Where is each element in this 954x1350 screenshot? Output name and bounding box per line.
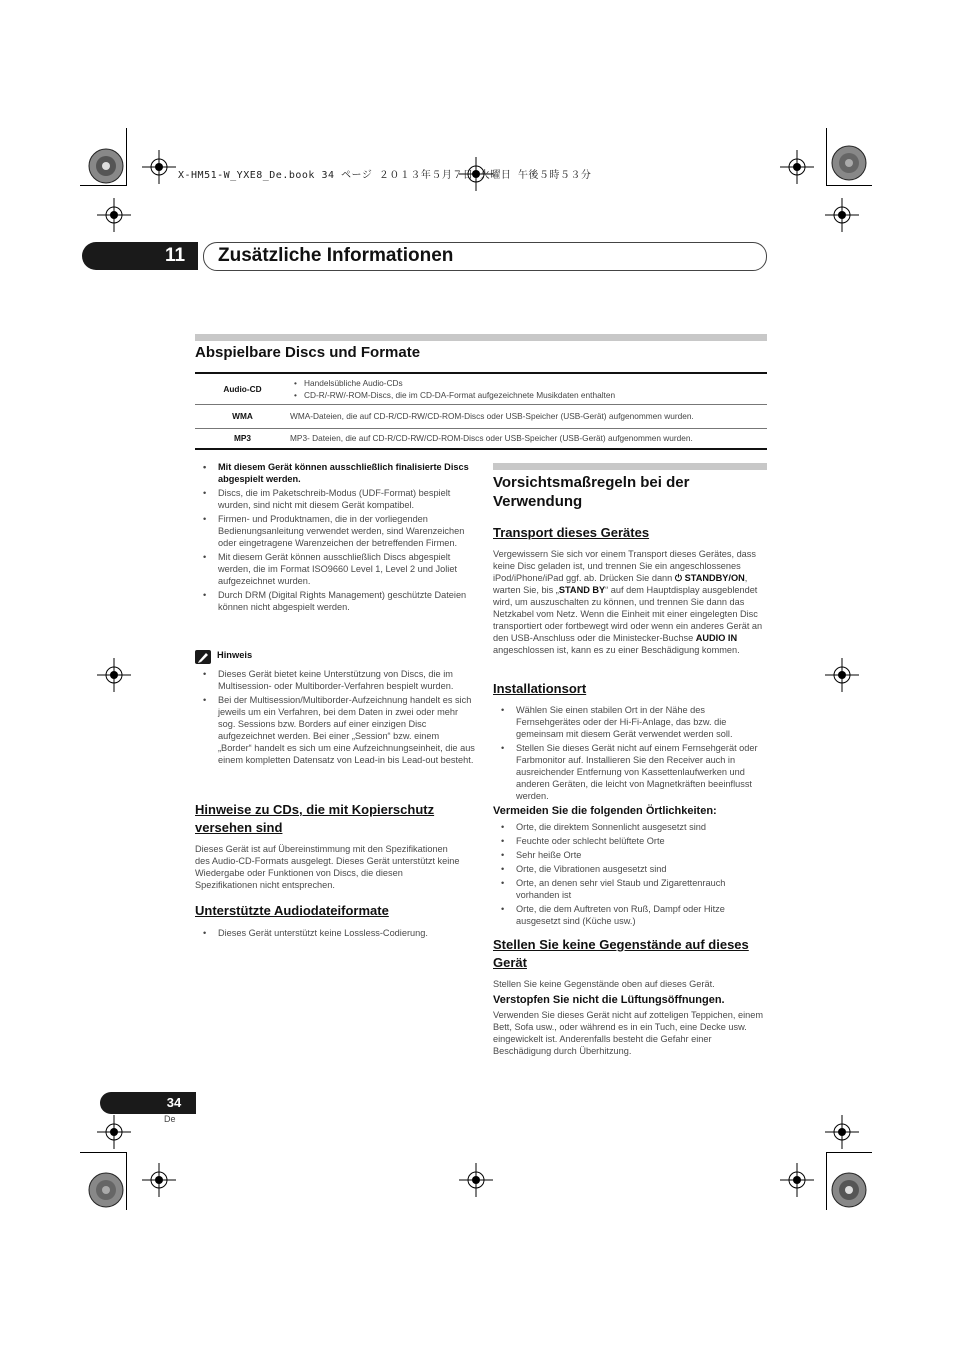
key-label: STAND BY bbox=[558, 585, 606, 595]
subheading-copy-protection: Hinweise zu CDs, die mit Kopierschutz versehen sind bbox=[195, 802, 435, 835]
table-row bbox=[195, 428, 767, 449]
list-item: • Orte, die dem Auftreten von Ruß, Dampf oder Hitze ausgesetzt sind (Küche usw.) bbox=[493, 903, 768, 927]
crop-line bbox=[126, 1152, 127, 1210]
crop-line bbox=[80, 1152, 126, 1153]
list-item: • Mit diesem Gerät können ausschließlich Discs abgespielt werden, die im Format ISO9660 Level 1, Level 2 und Joliet aufgezeichnet wurden. bbox=[195, 551, 475, 587]
text-run: angeschlossen ist, kann es zu einer Beschädigung kommen. bbox=[493, 645, 740, 655]
list-item: • Mit diesem Gerät können ausschließlich finalisierte Discs abgespielt werden. bbox=[195, 461, 475, 485]
formats-table bbox=[195, 372, 767, 450]
copy-protection-text: Dieses Gerät ist auf Übereinstimmung mit den Spezifikationen des Audio-CD-Formats ausgelegt. Dieses Gerät unterstützt keine Wiedergabe oder Funktionen von Discs, die diesen Spezifikationen nicht entsprechen. bbox=[195, 844, 460, 890]
note-icon bbox=[195, 650, 211, 664]
subheading-audio-formats: Unterstützte Audiodateiformate bbox=[195, 903, 389, 918]
vents-heading: Verstopfen Sie nicht die Lüftungsöffnungen. bbox=[493, 994, 725, 1006]
subheading-objects: Stellen Sie keine Gegenstände auf dieses Gerät bbox=[493, 937, 749, 970]
note-title: Hinweis bbox=[217, 650, 253, 660]
list-item: • Durch DRM (Digital Rights Management) geschützte Dateien können nicht abgespielt werden. bbox=[195, 589, 475, 613]
text-run: “ auf dem Hauptdisplay ausgeblendet wird, um auszuschalten zu können, und trennen Sie dann das Netzkabel vom Netz. Wenn die Einheit mit einer eingelegten Disc transportiert oder fortbewegt wird oder wenn ein anderes Gerät an den USB-Anschluss oder die Ministecker-Buchse bbox=[493, 585, 763, 643]
registration-mark-top-left bbox=[86, 146, 126, 186]
installation-bullets bbox=[493, 704, 768, 804]
power-icon: ⏻ bbox=[674, 573, 685, 583]
list-item: • Sehr heiße Orte bbox=[493, 849, 768, 861]
format-label: Audio-CD bbox=[223, 383, 262, 394]
formats-bullets bbox=[195, 461, 475, 615]
transport-text bbox=[493, 548, 768, 656]
avoid-heading: Vermeiden Sie die folgenden Örtlichkeiten: bbox=[493, 805, 717, 817]
format-description bbox=[290, 373, 767, 404]
print-header: X-HM51-W_YXE8_De.book 34 ページ ２０１３年５月７日 火曜日 午後５時５３分 bbox=[178, 170, 592, 181]
crosshair-mark bbox=[825, 1115, 859, 1149]
subheading-installation: Installationsort bbox=[493, 681, 587, 696]
list-item: • Wählen Sie einen stabilen Ort in der Nähe des Fernsehgerätes oder der Hi-Fi-Anlage, das bzw. die gemeinsam mit diesem Gerät verwendet werden soll. bbox=[493, 704, 768, 740]
note-bullets bbox=[195, 668, 475, 768]
crosshair-mark bbox=[97, 198, 131, 232]
crosshair-mark bbox=[97, 1115, 131, 1149]
crosshair-mark bbox=[780, 1163, 814, 1197]
format-label: WMA bbox=[232, 411, 253, 421]
text-run: , warten Sie, bis „ bbox=[493, 573, 748, 595]
crosshair-mark bbox=[780, 150, 814, 184]
section-bar bbox=[493, 463, 767, 470]
list-item: • Orte, die direktem Sonnenlicht ausgesetzt sind bbox=[493, 821, 768, 833]
crop-line bbox=[826, 128, 827, 186]
key-label: STANDBY/ON bbox=[684, 573, 745, 583]
audio-bullets bbox=[195, 927, 475, 941]
crosshair-mark bbox=[142, 1163, 176, 1197]
list-item: • Feuchte oder schlecht belüftete Orte bbox=[493, 835, 768, 847]
registration-mark-bottom-right bbox=[829, 1170, 869, 1210]
key-label: AUDIO IN bbox=[695, 633, 738, 643]
text-run: Vergewissern Sie sich vor einem Transport dieses Gerätes, dass keine Disc geladen ist, und trennen Sie ein angeschlossenes iPod/iPhone/iPad ggf. ab. Drücken Sie dann bbox=[493, 549, 756, 583]
list-item: • Dieses Gerät unterstützt keine Lossless-Codierung. bbox=[195, 927, 475, 939]
list-item: • Handelsübliche Audio-CDs bbox=[304, 377, 767, 389]
section-bar bbox=[195, 334, 767, 341]
avoid-bullets bbox=[493, 821, 768, 929]
crop-line bbox=[826, 1152, 872, 1153]
crop-line bbox=[826, 1152, 827, 1210]
list-item: • Stellen Sie dieses Gerät nicht auf einem Fernsehgerät oder Farbmonitor auf. Installieren Sie den Receiver auch in ausreichender Entfernung von Kassettenlaufwerken und anderen Geräten, die leicht von Magnetkräften beeinflusst werden. bbox=[493, 742, 768, 802]
section-title-precautions: Vorsichtsmaßregeln bei der Verwendung bbox=[493, 474, 690, 510]
list-item: • Firmen- und Produktnamen, die in der vorliegenden Bedienungsanleitung verwendet werden, sind Warenzeichen oder eingetragene Warenzeichen der betreffenden Firmen. bbox=[195, 513, 475, 549]
crosshair-mark bbox=[459, 1163, 493, 1197]
crosshair-mark bbox=[142, 150, 176, 184]
list-item: • Discs, die im Paketschreib-Modus (UDF-Format) bespielt wurden, sind nicht mit diesem Gerät kompatibel. bbox=[195, 487, 475, 511]
list-item: • Bei der Multisession/Multiborder-Aufzeichnung handelt es sich jeweils um ein Verfahren, bei dem Daten in zwei oder mehr sog. Sessions bzw. Borders auf einer einzigen Disc aufgezeichnet werden. Bei einer „Session“ bzw. einem „Border“ handelt es sich um eine Aufzeichnungseinheit, die aus einem kompletten Datensatz von Lead-in bis Lead-out besteht. bbox=[195, 694, 475, 766]
registration-mark-top-right bbox=[829, 143, 869, 183]
registration-mark-bottom-left bbox=[86, 1170, 126, 1210]
page-number: 34 bbox=[166, 1095, 182, 1110]
table-row bbox=[195, 404, 767, 428]
format-description: MP3- Dateien, die auf CD-R/CD-RW/CD-ROM-Discs oder USB-Speicher (USB-Gerät) aufgenommen wurden. bbox=[290, 433, 693, 444]
list-item: • Dieses Gerät bietet keine Unterstützung von Discs, die im Multisession- oder Multiborder-Verfahren bespielt wurden. bbox=[195, 668, 475, 692]
list-item: • Orte, an denen sehr viel Staub und Zigarettenrauch vorhanden ist bbox=[493, 877, 768, 901]
vents-text: Verwenden Sie dieses Gerät nicht auf zotteligen Teppichen, einem Bett, Sofa usw., oder während es in ein Tuch, eine Decke usw. eingewickelt ist. Anderenfalls besteht die Gefahr einer Beschädigung durch Überhitzung. bbox=[493, 1010, 764, 1056]
page-language: De bbox=[164, 1114, 176, 1124]
chapter-number: 11 bbox=[164, 245, 186, 266]
table-row bbox=[195, 373, 767, 404]
subheading-transport: Transport dieses Gerätes bbox=[493, 525, 650, 540]
crop-line bbox=[826, 185, 872, 186]
format-label: MP3 bbox=[233, 433, 252, 444]
crop-line bbox=[126, 128, 127, 186]
section-title-formats: Abspielbare Discs und Formate bbox=[195, 344, 421, 361]
format-description: WMA-Dateien, die auf CD-R/CD-RW/CD-ROM-Discs oder USB-Speicher (USB-Gerät) aufgenommen wurden. bbox=[290, 411, 694, 421]
chapter-title: Zusätzliche Informationen bbox=[218, 245, 454, 266]
list-item: • Orte, die Vibrationen ausgesetzt sind bbox=[493, 863, 768, 875]
crop-line bbox=[80, 185, 126, 186]
crosshair-mark bbox=[825, 198, 859, 232]
crosshair-mark bbox=[97, 658, 131, 692]
objects-text: Stellen Sie keine Gegenstände oben auf dieses Gerät. bbox=[493, 979, 715, 989]
list-item: • CD-R/-RW/-ROM-Discs, die im CD-DA-Format aufgezeichnete Musikdaten enthalten bbox=[304, 389, 767, 401]
crosshair-mark bbox=[825, 658, 859, 692]
